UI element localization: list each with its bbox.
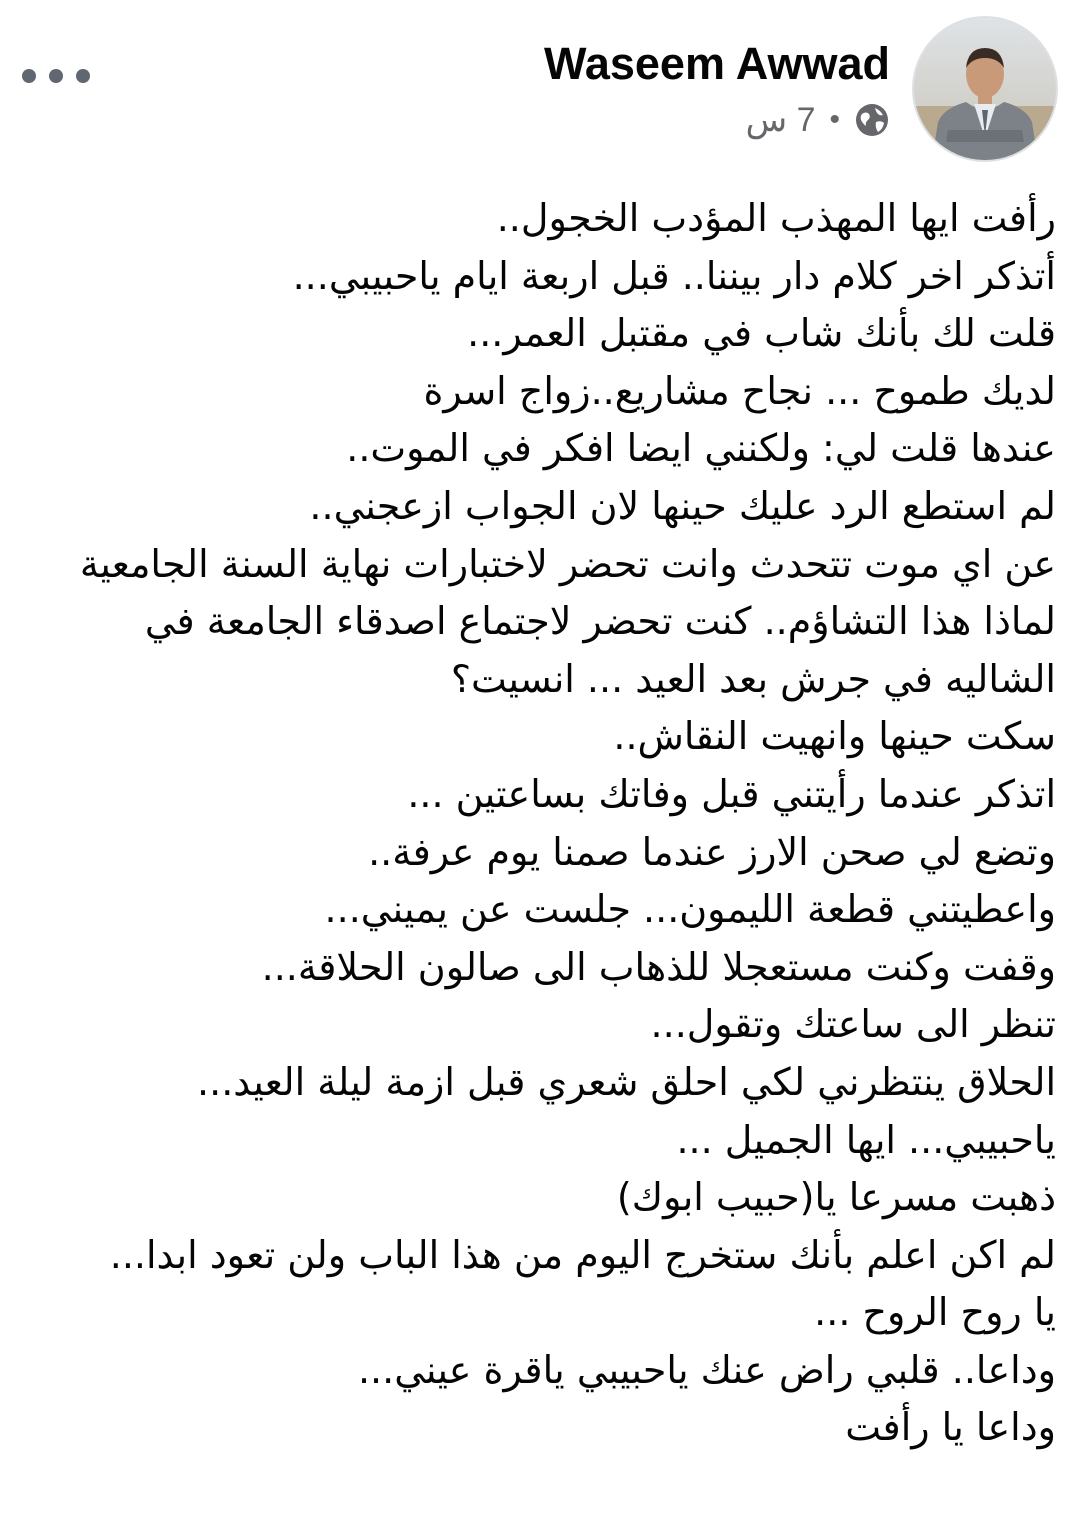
post-line: لماذا هذا التشاؤم.. كنت تحضر لاجتماع اصدقاء الجامعة في الشاليه في جرش بعد العيد ... انسيت؟ <box>144 599 1056 701</box>
meta-separator: • <box>829 103 840 136</box>
post-line: أتذكر اخر كلام دار بيننا.. قبل اربعة ايام ياحبيبي... <box>292 253 1056 298</box>
post-text <box>40 190 1056 1457</box>
post-timestamp[interactable]: 7 س <box>745 101 816 139</box>
profile-photo <box>914 18 1056 160</box>
post-line: لم اكن اعلم بأنك ستخرج اليوم من هذا الباب ولن تعود ابدا... <box>109 1232 1056 1277</box>
post-line: ياحبيبي... ايها الجميل ... <box>676 1117 1056 1162</box>
post-line: تنظر الى ساعتك وتقول... <box>650 1002 1056 1047</box>
post-line: وداعا يا رأفت <box>845 1405 1056 1450</box>
post-header <box>0 14 1080 164</box>
post-line: رأفت ايها المهذب المؤدب الخجول.. <box>496 196 1056 240</box>
post-line: واعطيتني قطعة الليمون... جلست عن يميني... <box>324 887 1056 932</box>
post-line: عندها قلت لي: ولكنني ايضا افكر في الموت.. <box>346 426 1056 471</box>
author-name[interactable]: Waseem Awwad <box>544 38 890 89</box>
post-meta <box>746 98 890 142</box>
globe-icon[interactable] <box>854 102 890 138</box>
author-avatar[interactable] <box>912 16 1058 162</box>
post-line: وتضع لي صحن الارز عندما صمنا يوم عرفة.. <box>368 829 1056 874</box>
post-line: سكت حينها وانهيت النقاش.. <box>613 714 1056 759</box>
post-line: وداعا.. قلبي راض عنك ياحبيبي ياقرة عيني... <box>357 1347 1056 1392</box>
post-line: يا روح الروح ... <box>814 1290 1056 1335</box>
post-line: ذهبت مسرعا يا(حبيب ابوك) <box>616 1175 1056 1220</box>
more-dot <box>76 69 90 83</box>
post-line: عن اي موت تتحدث وانت تحضر لاختبارات نهاية السنة الجامعية <box>79 541 1056 586</box>
more-options-icon[interactable] <box>22 54 90 98</box>
post-line: وقفت وكنت مستعجلا للذهاب الى صالون الحلاقة... <box>261 944 1056 989</box>
post-line: اتذكر عندما رأيتني قبل وفاتك بساعتين ... <box>407 771 1056 816</box>
more-dot <box>49 69 63 83</box>
post-line: الحلاق ينتظرني لكي احلق شعري قبل ازمة ليلة العيد... <box>197 1059 1056 1104</box>
more-dot <box>22 69 36 83</box>
post-line: قلت لك بأنك شاب في مقتبل العمر... <box>467 311 1056 356</box>
post-line: لديك طموح ... نجاح مشاريع..زواج اسرة <box>423 368 1056 413</box>
post-line: لم استطع الرد عليك حينها لان الجواب ازعجني.. <box>309 483 1056 528</box>
